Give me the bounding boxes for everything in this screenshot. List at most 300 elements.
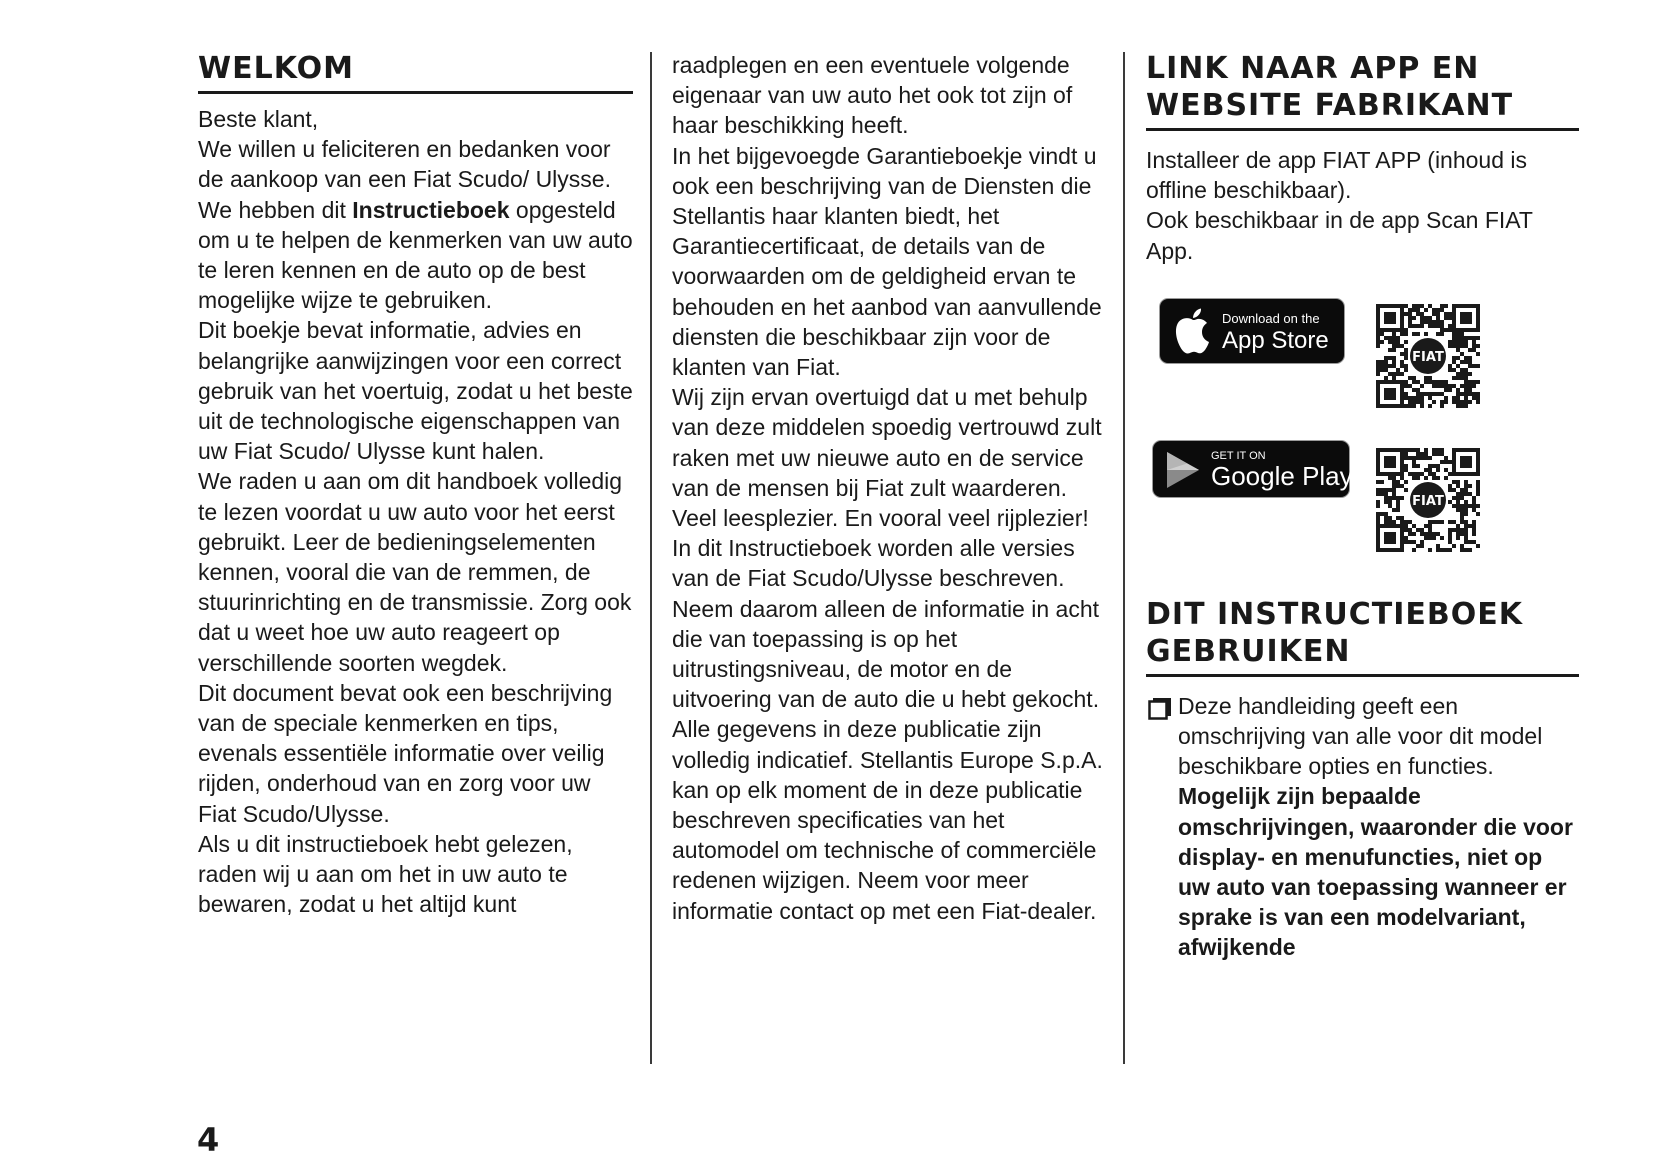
app-store-label: App Store — [1222, 326, 1329, 354]
qr-module — [1444, 380, 1448, 384]
qr-module — [1436, 544, 1440, 548]
qr-module — [1416, 396, 1420, 400]
qr-module — [1472, 524, 1476, 528]
qr-module — [1452, 340, 1456, 344]
qr-module — [1432, 392, 1436, 396]
qr-finder — [1384, 312, 1396, 324]
qr-module — [1460, 384, 1464, 388]
qr-module — [1412, 548, 1416, 552]
qr-module — [1400, 352, 1404, 356]
qr-module — [1476, 392, 1480, 396]
qr-module — [1392, 376, 1396, 380]
qr-module — [1472, 540, 1476, 544]
qr-module — [1424, 448, 1428, 452]
qr-module — [1424, 452, 1428, 456]
qr-module — [1440, 308, 1444, 312]
qr-module — [1452, 480, 1456, 484]
qr-module — [1380, 512, 1384, 516]
google-play-badge[interactable] — [1152, 440, 1353, 498]
qr-module — [1424, 316, 1428, 320]
qr-module — [1428, 396, 1432, 400]
qr-module — [1428, 392, 1432, 396]
qr-module — [1380, 360, 1384, 364]
app-store-badge[interactable] — [1159, 298, 1345, 364]
qr-module — [1460, 520, 1464, 524]
play-icon — [1165, 451, 1201, 489]
qr-module — [1428, 524, 1432, 528]
qr-module — [1464, 508, 1468, 512]
qr-module — [1424, 524, 1428, 528]
qr-module — [1396, 368, 1400, 372]
qr-module — [1448, 388, 1452, 392]
column-app-link — [1146, 50, 1579, 963]
qr-module — [1468, 484, 1472, 488]
qr-module — [1432, 448, 1436, 452]
qr-module — [1456, 392, 1460, 396]
qr-module — [1408, 308, 1412, 312]
qr-module — [1432, 464, 1436, 468]
qr-module — [1412, 304, 1416, 308]
qr-module — [1448, 312, 1452, 316]
qr-module — [1416, 528, 1420, 532]
qr-module — [1404, 312, 1408, 316]
qr-module — [1460, 336, 1464, 340]
qr-module — [1376, 360, 1380, 364]
qr-module — [1456, 356, 1460, 360]
qr-module — [1448, 368, 1452, 372]
qr-module — [1428, 324, 1432, 328]
qr-module — [1468, 540, 1472, 544]
qr-module — [1452, 400, 1456, 404]
qr-module — [1452, 496, 1456, 500]
qr-module — [1404, 348, 1408, 352]
qr-module — [1408, 400, 1412, 404]
qr-module — [1412, 376, 1416, 380]
qr-module — [1380, 340, 1384, 344]
qr-finder — [1460, 456, 1472, 468]
qr-module — [1376, 492, 1380, 496]
qr-module — [1476, 492, 1480, 496]
welkom-paragraph: Wij zijn ervan overtuigd dat u met behulp van deze middelen spoedig vertrouwd zult raken met uw nieuwe auto en de service van de mensen bij Fiat zult waarderen. — [672, 384, 1102, 501]
qr-module — [1456, 344, 1460, 348]
qr-module — [1432, 308, 1436, 312]
qr-module — [1432, 452, 1436, 456]
qr-module — [1476, 400, 1480, 404]
qr-module — [1376, 332, 1380, 336]
qr-code-icon — [1376, 448, 1480, 552]
qr-module — [1444, 312, 1448, 316]
qr-module — [1468, 492, 1472, 496]
qr-module — [1464, 536, 1468, 540]
qr-module — [1412, 476, 1416, 480]
qr-module — [1404, 540, 1408, 544]
qr-module — [1428, 468, 1432, 472]
qr-module — [1460, 400, 1464, 404]
qr-module — [1412, 524, 1416, 528]
qr-module — [1456, 504, 1460, 508]
qr-module — [1400, 364, 1404, 368]
qr-module — [1456, 536, 1460, 540]
qr-module — [1420, 472, 1424, 476]
qr-module — [1416, 312, 1420, 316]
qr-module — [1456, 496, 1460, 500]
qr-module — [1464, 400, 1468, 404]
qr-module — [1432, 324, 1436, 328]
qr-module — [1452, 356, 1456, 360]
qr-module — [1376, 520, 1380, 524]
qr-module — [1380, 492, 1384, 496]
qr-module — [1448, 500, 1452, 504]
qr-module — [1404, 364, 1408, 368]
qr-module — [1428, 472, 1432, 476]
qr-module — [1428, 532, 1432, 536]
qr-module — [1436, 308, 1440, 312]
qr-module — [1432, 532, 1436, 536]
qr-module — [1464, 384, 1468, 388]
qr-module — [1384, 336, 1388, 340]
app-link-paragraph: Ook beschikbaar in de app Scan FIAT App. — [1146, 207, 1533, 264]
qr-module — [1460, 332, 1464, 336]
qr-module — [1404, 396, 1408, 400]
qr-module — [1472, 532, 1476, 536]
qr-module — [1448, 520, 1452, 524]
qr-module — [1468, 336, 1472, 340]
qr-module — [1432, 320, 1436, 324]
qr-module — [1464, 548, 1468, 552]
qr-module — [1404, 380, 1408, 384]
qr-module — [1456, 528, 1460, 532]
qr-module — [1428, 376, 1432, 380]
qr-module — [1436, 392, 1440, 396]
qr-module — [1404, 456, 1408, 460]
qr-module — [1472, 520, 1476, 524]
qr-module — [1424, 380, 1428, 384]
fiat-emblem-label: FIAT — [1412, 349, 1444, 365]
qr-module — [1448, 344, 1452, 348]
qr-module — [1388, 348, 1392, 352]
qr-module — [1436, 468, 1440, 472]
qr-module — [1376, 372, 1380, 376]
qr-module — [1376, 504, 1380, 508]
qr-module — [1420, 316, 1424, 320]
qr-module — [1464, 512, 1468, 516]
qr-module — [1392, 356, 1396, 360]
qr-module — [1448, 472, 1452, 476]
welkom-paragraph: We raden u aan om dit handboek volledig te lezen voordat u uw auto voor het eerst gebruikt. Leer de bedieningselementen kennen, vooral die van de remmen, de stuurinrichting en de transmissie. Zorg ook dat u weet hoe uw auto reageert op verschillende soorten wegdek. — [198, 468, 632, 676]
qr-module — [1472, 396, 1476, 400]
qr-module — [1440, 384, 1444, 388]
qr-module — [1376, 364, 1380, 368]
qr-module — [1396, 344, 1400, 348]
qr-module — [1476, 488, 1480, 492]
qr-module — [1440, 332, 1444, 336]
qr-finder — [1384, 532, 1396, 544]
qr-module — [1392, 360, 1396, 364]
qr-module — [1408, 520, 1412, 524]
qr-module — [1380, 332, 1384, 336]
qr-module — [1412, 400, 1416, 404]
qr-module — [1456, 404, 1460, 408]
qr-module — [1436, 520, 1440, 524]
qr-module — [1420, 540, 1424, 544]
qr-module — [1468, 356, 1472, 360]
qr-module — [1456, 372, 1460, 376]
qr-module — [1436, 464, 1440, 468]
qr-module — [1412, 456, 1416, 460]
qr-module — [1432, 520, 1436, 524]
qr-module — [1472, 336, 1476, 340]
qr-module — [1404, 384, 1408, 388]
qr-module — [1384, 500, 1388, 504]
qr-module — [1424, 392, 1428, 396]
qr-module — [1392, 348, 1396, 352]
qr-module — [1440, 404, 1444, 408]
gebruiken-bold-text: Mogelijk zijn bepaalde omschrijvingen, waaronder die voor display- en menufuncties, niet op uw auto van toepassing wanneer er sprake is van een modelvariant, afwijkende — [1178, 783, 1573, 961]
app-store-small-text: Download on the — [1222, 310, 1320, 326]
qr-module — [1448, 364, 1452, 368]
qr-module — [1420, 400, 1424, 404]
qr-module — [1424, 376, 1428, 380]
app-link-heading: LINK NAAR APP EN WEBSITE FABRIKANT — [1146, 50, 1579, 131]
qr-module — [1392, 364, 1396, 368]
qr-module — [1428, 456, 1432, 460]
qr-code — [1376, 448, 1480, 552]
qr-module — [1432, 380, 1436, 384]
qr-module — [1436, 332, 1440, 336]
qr-module — [1416, 388, 1420, 392]
qr-module — [1404, 464, 1408, 468]
qr-module — [1448, 340, 1452, 344]
qr-module — [1468, 384, 1472, 388]
qr-module — [1460, 544, 1464, 548]
qr-module — [1464, 540, 1468, 544]
qr-module — [1376, 488, 1380, 492]
app-link-paragraph: Installeer de app FIAT APP (inhoud is offline beschikbaar). — [1146, 147, 1528, 204]
qr-module — [1448, 488, 1452, 492]
qr-module — [1412, 464, 1416, 468]
qr-module — [1396, 484, 1400, 488]
qr-module — [1440, 328, 1444, 332]
qr-module — [1444, 316, 1448, 320]
qr-module — [1460, 404, 1464, 408]
qr-module — [1444, 460, 1448, 464]
qr-module — [1396, 336, 1400, 340]
qr-module — [1468, 372, 1472, 376]
qr-module — [1440, 380, 1444, 384]
qr-module — [1384, 360, 1388, 364]
qr-module — [1412, 396, 1416, 400]
qr-module — [1452, 376, 1456, 380]
qr-module — [1472, 500, 1476, 504]
qr-module — [1384, 496, 1388, 500]
qr-module — [1460, 352, 1464, 356]
qr-module — [1384, 512, 1388, 516]
qr-module — [1404, 452, 1408, 456]
qr-module — [1468, 400, 1472, 404]
qr-module — [1456, 396, 1460, 400]
qr-module — [1464, 356, 1468, 360]
qr-module — [1380, 488, 1384, 492]
qr-module — [1444, 328, 1448, 332]
qr-module — [1408, 316, 1412, 320]
qr-module — [1404, 520, 1408, 524]
qr-module — [1416, 544, 1420, 548]
qr-module — [1376, 336, 1380, 340]
qr-module — [1428, 380, 1432, 384]
qr-module — [1400, 360, 1404, 364]
qr-module — [1404, 488, 1408, 492]
qr-module — [1440, 520, 1444, 524]
qr-module — [1428, 464, 1432, 468]
qr-module — [1404, 340, 1408, 344]
qr-module — [1436, 380, 1440, 384]
welkom-paragraph — [198, 195, 633, 316]
qr-module — [1444, 548, 1448, 552]
qr-module — [1432, 384, 1436, 388]
qr-module — [1416, 392, 1420, 396]
qr-module — [1456, 524, 1460, 528]
qr-module — [1396, 516, 1400, 520]
qr-module — [1460, 368, 1464, 372]
qr-module — [1400, 496, 1404, 500]
qr-module — [1412, 448, 1416, 452]
qr-module — [1396, 480, 1400, 484]
qr-module — [1452, 504, 1456, 508]
column-welkom-continued — [672, 50, 1112, 926]
qr-module — [1460, 516, 1464, 520]
welkom-paragraph: In het bijgevoegde Garantieboekje vindt u ook een beschrijving van de Diensten die Stellantis haar klanten biedt, het Garantiecertificaat, de details van de voorwaarden om de geldigheid ervan te behouden en het aanbod van aanvullende diensten die beschikbaar zijn voor de klanten van Fiat. — [672, 142, 1102, 381]
qr-module — [1416, 324, 1420, 328]
qr-module — [1420, 544, 1424, 548]
qr-module — [1464, 492, 1468, 496]
qr-module — [1404, 404, 1408, 408]
qr-module — [1412, 324, 1416, 328]
qr-module — [1420, 312, 1424, 316]
qr-module — [1464, 380, 1468, 384]
qr-module — [1464, 372, 1468, 376]
welkom-paragraph: In dit Instructieboek worden alle versies van de Fiat Scudo/Ulysse beschreven. Neem daarom alleen de informatie in acht die van toepassing is op het uitrustingsniveau, de motor en de uitvoering van de auto die u hebt gekocht. Alle gegevens in deze publicatie zijn volledig indicatief. Stellantis Europe S.p.A. kan op elk moment de in deze publicatie beschreven specificaties van het automodel om technische of commerciële redenen wijzigen. Neem voor meer informatie contact op met een Fiat-dealer. — [672, 535, 1103, 924]
qr-module — [1472, 340, 1476, 344]
qr-module — [1412, 380, 1416, 384]
qr-module — [1468, 524, 1472, 528]
qr-module — [1412, 532, 1416, 536]
qr-module — [1420, 404, 1424, 408]
qr-module — [1412, 460, 1416, 464]
qr-module — [1424, 532, 1428, 536]
qr-module — [1420, 324, 1424, 328]
qr-module — [1408, 448, 1412, 452]
qr-module — [1408, 324, 1412, 328]
qr-module — [1400, 520, 1404, 524]
qr-module — [1392, 520, 1396, 524]
qr-module — [1464, 344, 1468, 348]
qr-module — [1440, 452, 1444, 456]
qr-module — [1476, 352, 1480, 356]
apple-icon — [1172, 307, 1214, 355]
qr-module — [1476, 380, 1480, 384]
qr-module — [1452, 332, 1456, 336]
qr-module — [1448, 536, 1452, 540]
qr-module — [1456, 500, 1460, 504]
qr-module — [1392, 488, 1396, 492]
qr-module — [1460, 532, 1464, 536]
qr-module — [1472, 380, 1476, 384]
qr-module — [1388, 496, 1392, 500]
qr-module — [1464, 500, 1468, 504]
qr-module — [1420, 456, 1424, 460]
qr-module — [1436, 312, 1440, 316]
qr-module — [1460, 392, 1464, 396]
qr-module — [1424, 308, 1428, 312]
welkom-text: We hebben dit — [198, 196, 353, 223]
qr-module — [1404, 356, 1408, 360]
qr-module — [1468, 364, 1472, 368]
qr-module — [1464, 488, 1468, 492]
qr-module — [1456, 492, 1460, 496]
qr-module — [1456, 480, 1460, 484]
qr-module — [1384, 488, 1388, 492]
qr-module — [1388, 488, 1392, 492]
qr-module — [1464, 368, 1468, 372]
qr-module — [1476, 364, 1480, 368]
qr-module — [1452, 488, 1456, 492]
qr-module — [1464, 532, 1468, 536]
qr-module — [1404, 528, 1408, 532]
welkom-paragraph: We willen u feliciteren en bedanken voor de aankoop van een Fiat Scudo/ Ulysse. — [198, 136, 611, 193]
qr-module — [1384, 492, 1388, 496]
qr-module — [1476, 544, 1480, 548]
qr-module — [1432, 476, 1436, 480]
qr-module — [1380, 364, 1384, 368]
qr-module — [1428, 316, 1432, 320]
column-divider — [1123, 52, 1125, 1064]
qr-module — [1408, 396, 1412, 400]
qr-module — [1412, 472, 1416, 476]
qr-code-icon — [1376, 304, 1480, 408]
qr-module — [1404, 328, 1408, 332]
qr-module — [1416, 304, 1420, 308]
qr-module — [1464, 524, 1468, 528]
qr-module — [1388, 520, 1392, 524]
welkom-paragraph: raadplegen en een eventuele volgende eigenaar van uw auto het ook tot zijn of haar beschikking heeft. — [672, 52, 1073, 139]
qr-module — [1464, 340, 1468, 344]
qr-module — [1436, 452, 1440, 456]
qr-module — [1404, 304, 1408, 308]
qr-module — [1452, 384, 1456, 388]
qr-module — [1452, 520, 1456, 524]
qr-module — [1436, 384, 1440, 388]
qr-module — [1440, 448, 1444, 452]
qr-module — [1464, 392, 1468, 396]
qr-module — [1416, 456, 1420, 460]
qr-module — [1416, 476, 1420, 480]
qr-module — [1472, 496, 1476, 500]
qr-module — [1392, 484, 1396, 488]
qr-module — [1412, 332, 1416, 336]
qr-module — [1476, 344, 1480, 348]
qr-module — [1440, 304, 1444, 308]
qr-module — [1392, 476, 1396, 480]
page-number: 4 — [197, 1121, 220, 1159]
welkom-heading: WELKOM — [198, 50, 633, 94]
qr-module — [1444, 476, 1448, 480]
qr-module — [1384, 516, 1388, 520]
qr-module — [1444, 400, 1448, 404]
qr-module — [1452, 360, 1456, 364]
qr-module — [1476, 484, 1480, 488]
qr-module — [1408, 540, 1412, 544]
qr-module — [1440, 400, 1444, 404]
